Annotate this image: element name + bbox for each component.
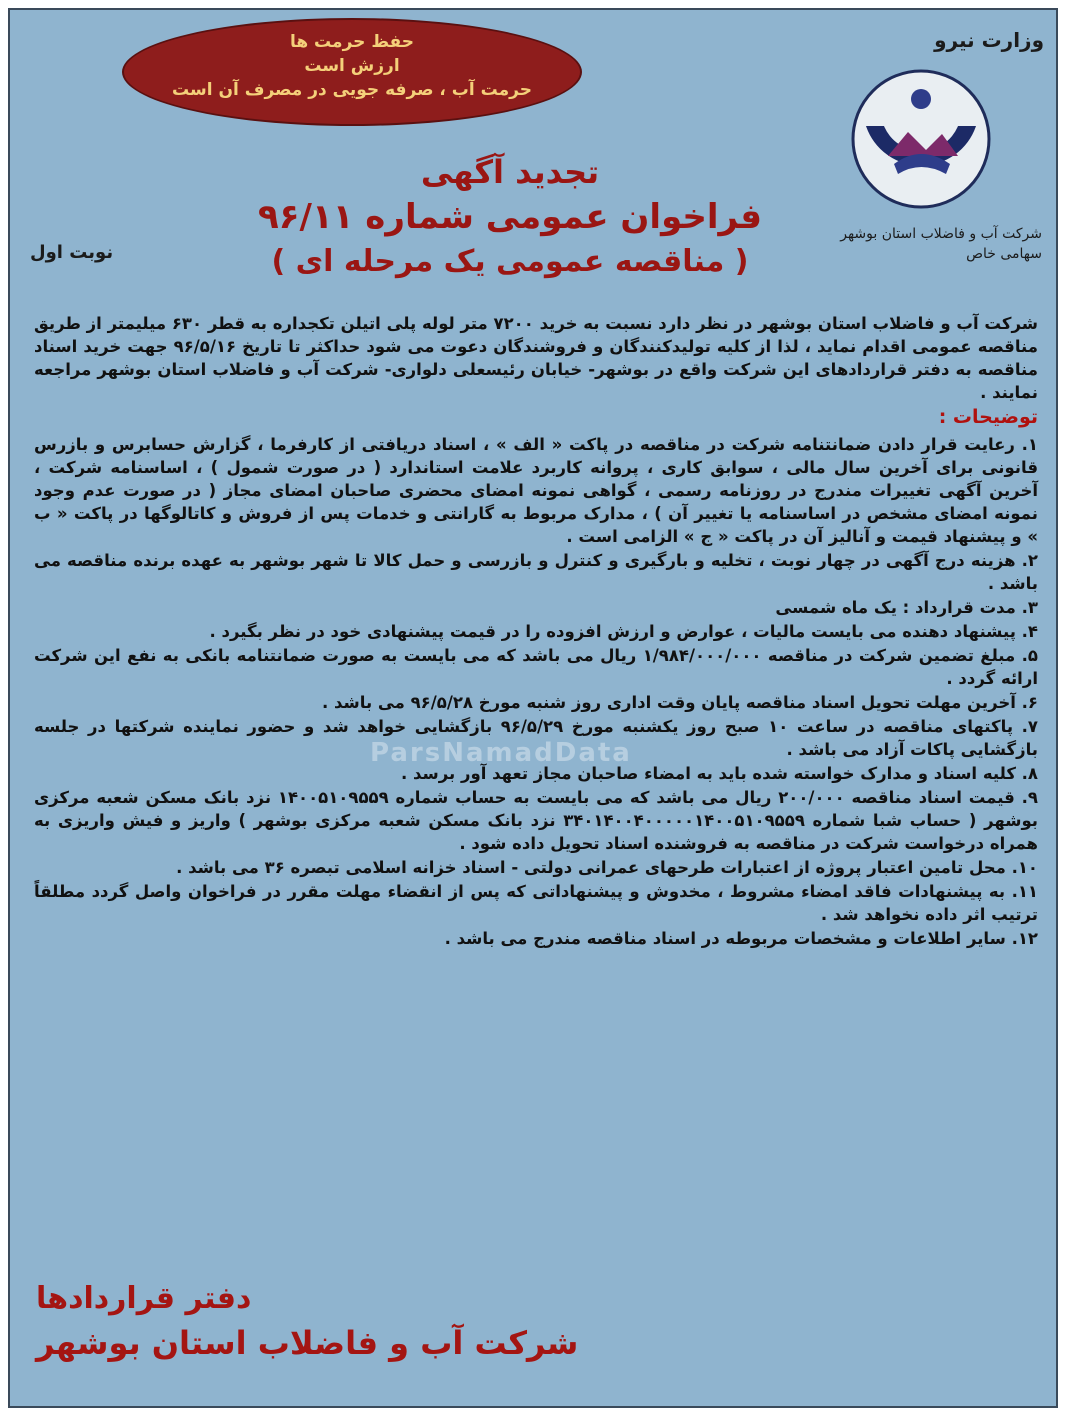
notes-heading: توضیحات : — [938, 406, 1038, 428]
note-item: ۱۱. به پیشنهادات فاقد امضاء مشروط ، مخدوش و پیشنهاداتی که پس از انقضاء مهلت مقرر در فراخوان واصل گردد مطلقاً ترتیب اثر داده نخواهد شد . — [34, 882, 1038, 924]
slogan-banner — [122, 18, 582, 126]
notice-titles — [250, 150, 770, 284]
signature-company: شرکت آب و فاضلاب استان بوشهر — [36, 1324, 579, 1362]
note-item: ۵. مبلغ تضمین شرکت در مناقصه ۱/۹۸۴/۰۰۰/۰۰۰ ریال می باشد که می بایست به صورت ضمانتنامه بانکی به نفع این شرکت ارائه گردد . — [34, 646, 1038, 688]
slogan-line-1: حفظ حرمت ها — [289, 32, 415, 52]
notice-body — [34, 312, 1038, 951]
company-logo-icon — [846, 64, 996, 214]
company-type: سهامی خاص — [966, 246, 1042, 262]
note-item: ۱. رعایت قرار دادن ضمانتنامه شرکت در مناقصه در پاکت « الف » ، اسناد دریافتی از کارفرما ، گزارش حسابرس و بازرس قانونی برای آخرین سال مالی ، سوابق کاری ، پروانه کاربرد علامت استاندارد ( در صورت شمول ) ، اساسنامه شرکت ، آخرین آگهی تغییرات مندرج در روزنامه رسمی ، گواهی نمونه امضای محضری صاحبان امضای مجاز ( در صورت عدم وجود نمونه امضای مشخص در اساسنامه یا تغییر آن ) ، مدارک مربوط به گارانتی و خدمات پس از فروش و کاتالوگها در پاکت « ب » و پیشنهاد قیمت و آنالیز آن در پاکت « ج » الزامی است . — [34, 435, 1038, 546]
title-call-number: فراخوان عمومی شماره ۹۶/۱۱ — [258, 197, 762, 237]
watermark: ParsNamadData — [370, 738, 632, 768]
note-item: ۸. کلیه اسناد و مدارک خواسته شده باید به امضاء صاحبان مجاز تعهد آور برسد . — [400, 764, 1038, 783]
note-item: ۲. هزینه درج آگهی در چهار نوبت ، تخلیه و بارگیری و کنترل و بازرسی و حمل کالا تا شهر بوشهر به عهده برنده مناقصه می باشد . — [34, 551, 1038, 593]
intro-paragraph: شرکت آب و فاضلاب استان بوشهر در نظر دارد نسبت به خرید ۷۲۰۰ متر لوله پلی اتیلن تکجداره به قطر ۶۳۰ میلیمتر از طریق مناقصه عمومی اقدام نماید ، لذا از کلیه تولیدکنندگان و فروشندگان دعوت می شود حداکثر تا تاریخ ۹۶/۵/۱۶ جهت خرید اسناد مناقصه به دفتر قراردادهای این شرکت واقع در بوشهر- خیابان رئیسعلی دلواری- شرکت آب و فاضلاب استان بوشهر مراجعه نمایند . — [34, 314, 1038, 402]
title-renewal: تجدید آگهی — [420, 153, 600, 191]
note-item: ۷. پاکتهای مناقصه در ساعت ۱۰ صبح روز یکشنبه مورخ ۹۶/۵/۲۹ بازگشایی خواهد شد و حضور نماینده شرکتها در جلسه بازگشایی پاکات آزاد می باشد . — [34, 717, 1038, 759]
note-item: ۱۲. سایر اطلاعات و مشخصات مربوطه در اسناد مناقصه مندرج می باشد . — [444, 929, 1038, 948]
note-item: ۳. مدت قرارداد : یک ماه شمسی — [775, 598, 1038, 617]
note-item: ۹. قیمت اسناد مناقصه ۲۰۰/۰۰۰ ریال می باشد که می بایست به حساب شماره ۱۴۰۰۵۱۰۹۵۵۹ نزد بانک مسکن شعبه مرکزی بوشهر ( حساب شبا شماره ۳۴۰۱۴۰۰۴۰۰۰۰۰۱۴۰۰۵۱۰۹۵۵۹ نزد بانک مسکن شعبه مرکزی بوشهر ) واریز و فیش واریزی به همراه درخواست شرکت در مناقصه به فروشنده اسناد تحویل داده شود . — [34, 788, 1038, 853]
slogan-line-3: حرمت آب ، صرفه جویی در مصرف آن است — [172, 80, 532, 100]
company-identity — [792, 224, 1042, 264]
note-item: ۱۰. محل تامین اعتبار پروژه از اعتبارات طرحهای عمرانی دولتی - اسناد خزانه اسلامی تبصره ۳۶ می باشد . — [176, 858, 1038, 877]
signature-office: دفتر قراردادها — [36, 1281, 252, 1316]
signature-block — [36, 1278, 636, 1366]
tender-notice — [8, 8, 1058, 1408]
company-name: شرکت آب و فاضلاب استان بوشهر — [840, 226, 1042, 242]
ministry-name: وزارت نیرو — [934, 28, 1044, 52]
note-item: ۴. پیشنهاد دهنده می بایست مالیات ، عوارض و ارزش افزوده را در قیمت پیشنهادی خود در نظر بگیرد . — [209, 622, 1038, 641]
note-item: ۶. آخرین مهلت تحویل اسناد مناقصه پایان وقت اداری روز شنبه مورخ ۹۶/۵/۲۸ می باشد . — [322, 693, 1038, 712]
slogan-line-2: ارزش است — [304, 56, 400, 76]
title-tender-type: ( مناقصه عمومی یک مرحله ای ) — [271, 244, 749, 279]
publication-round: نوبت اول — [30, 242, 114, 263]
